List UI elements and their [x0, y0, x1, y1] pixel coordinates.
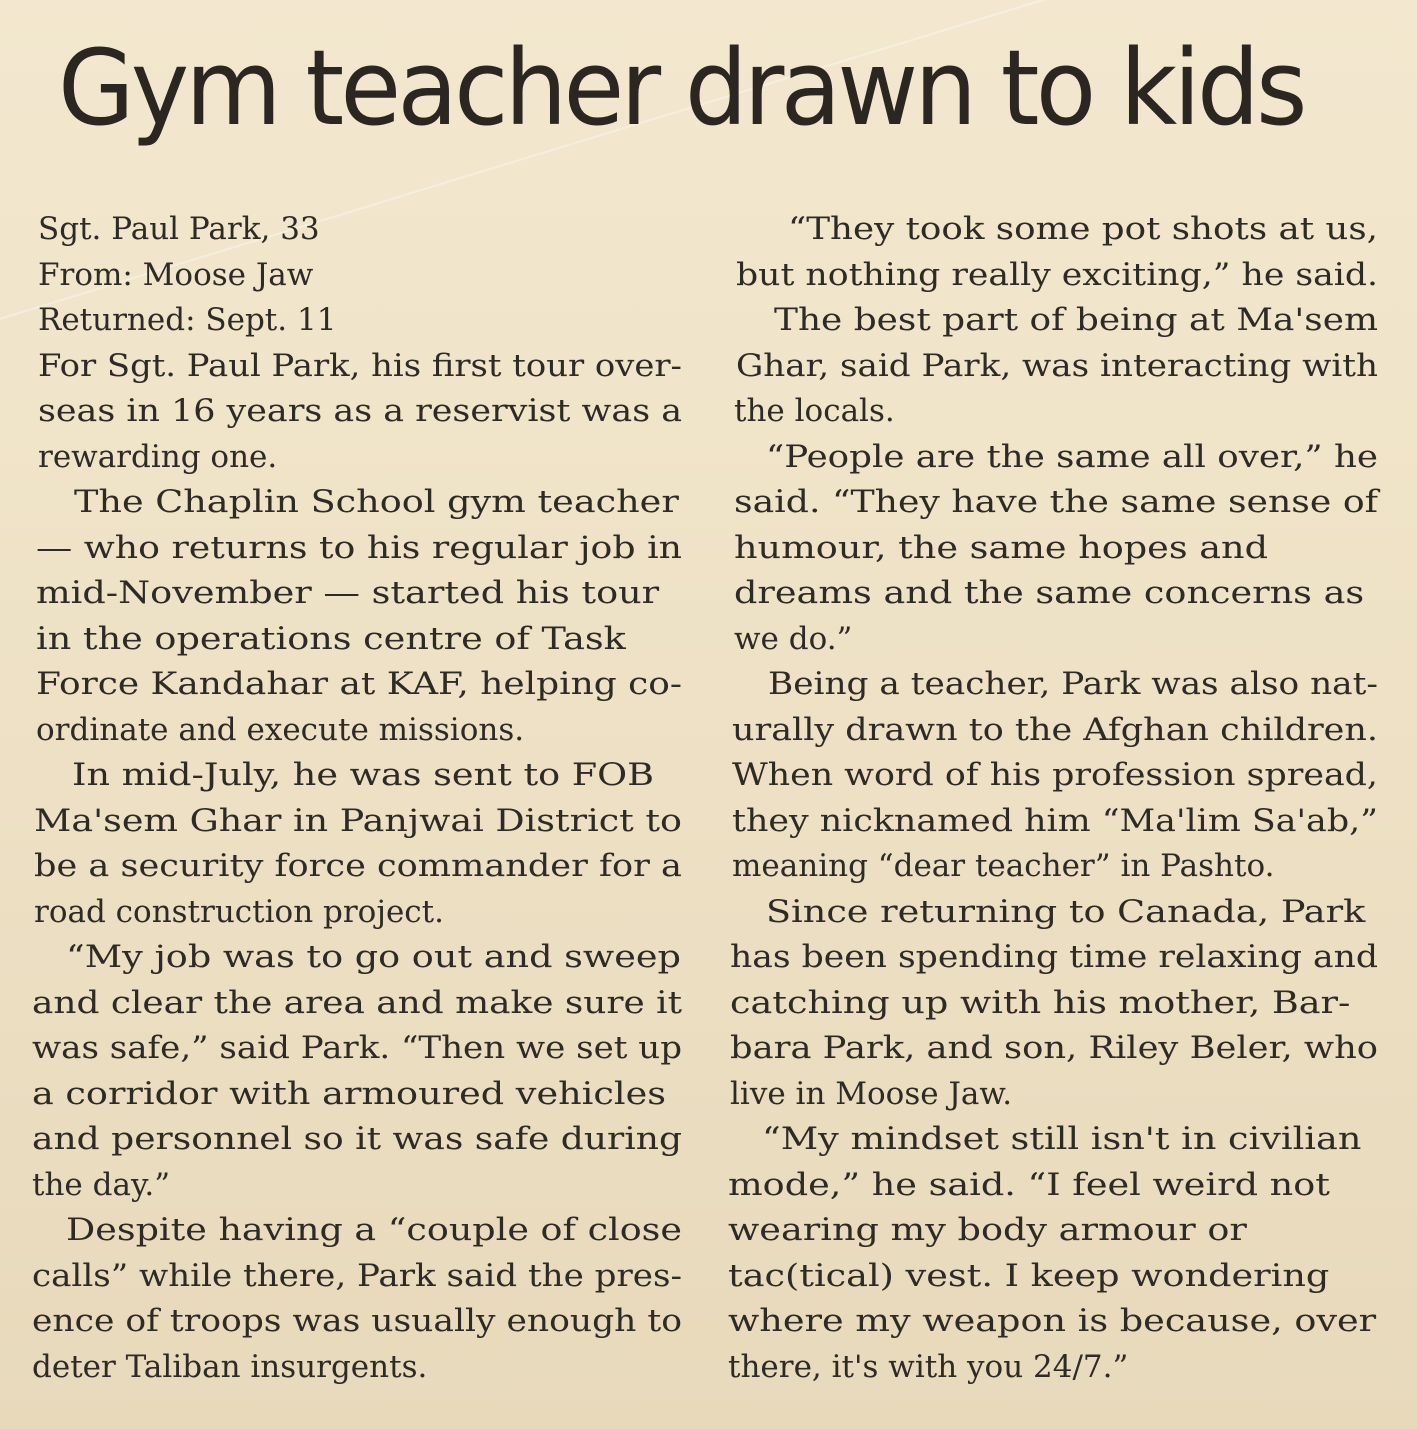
- text-line: In mid-July, he was sent to FOB: [72, 757, 655, 793]
- text-line: there, it's with you 24/7.”: [728, 1348, 1129, 1385]
- article-column-left: [32, 207, 682, 1390]
- text-line: “My job was to go out and sweep: [66, 939, 681, 975]
- text-line: they nicknamed him “Ma'lim Sa'ab,”: [732, 802, 1378, 839]
- text-line: where my weapon is because, over: [728, 1303, 1377, 1339]
- text-line: has been spending time relaxing and: [730, 939, 1378, 975]
- text-line: From: Moose Jaw: [38, 256, 314, 293]
- text-line: but nothing really exciting,” he said.: [736, 256, 1379, 293]
- text-line: For Sgt. Paul Park, his first tour over-: [38, 347, 682, 384]
- text-line: ordinate and execute missions.: [36, 711, 525, 748]
- headline: Gym teacher drawn to kids: [58, 27, 1304, 149]
- text-line: tac(tical) vest. I keep wondering: [728, 1257, 1330, 1294]
- text-line: Returned: Sept. 11: [38, 302, 337, 338]
- text-line: urally drawn to the Afghan children.: [732, 711, 1378, 748]
- text-line: we do.”: [734, 620, 853, 657]
- text-line: Sgt. Paul Park, 33: [38, 211, 320, 247]
- text-line: “People are the same all over,” he: [766, 438, 1379, 475]
- text-line: mode,” he said. “I feel weird not: [728, 1166, 1330, 1203]
- text-line: was safe,” said Park. “Then we set up: [32, 1030, 683, 1066]
- text-line: the day.”: [32, 1166, 171, 1203]
- text-line: live in Moose Jaw.: [730, 1075, 1013, 1112]
- text-line: and clear the area and make sure it: [32, 984, 683, 1021]
- text-line: The Chaplin School gym teacher: [74, 484, 679, 520]
- text-line: and personnel so it was safe during: [32, 1121, 683, 1157]
- text-line: “They took some pot shots at us,: [788, 211, 1378, 247]
- text-line: rewarding one.: [38, 438, 278, 475]
- text-line: seas in 16 years as a reservist was a: [38, 393, 682, 429]
- text-line: in the operations centre of Task: [36, 620, 626, 657]
- text-line: humour, the same hopes and: [734, 529, 1269, 566]
- text-line: calls” while there, Park said the pres-: [32, 1257, 682, 1294]
- text-line: Since returning to Canada, Park: [766, 893, 1366, 930]
- text-line: When word of his profession spread,: [732, 757, 1379, 793]
- text-line: bara Park, and son, Riley Beler, who: [730, 1030, 1379, 1066]
- text-line: catching up with his mother, Bar-: [730, 984, 1351, 1021]
- text-line: Despite having a “couple of close: [66, 1212, 682, 1248]
- text-line: The best part of being at Ma'sem: [774, 302, 1378, 338]
- text-line: “My mindset still isn't in civilian: [762, 1121, 1362, 1157]
- article-column-right: [728, 207, 1378, 1390]
- text-line: Ghar, said Park, was interacting with: [736, 347, 1379, 384]
- text-line: wearing my body armour or: [728, 1212, 1247, 1248]
- text-line: be a security force commander for a: [34, 848, 682, 884]
- text-line: — who returns to his regular job in: [36, 529, 683, 566]
- text-line: ence of troops was usually enough to: [32, 1303, 682, 1339]
- text-line: dreams and the same concerns as: [734, 575, 1365, 611]
- text-line: deter Taliban insurgents.: [32, 1348, 428, 1385]
- text-line: mid-November — started his tour: [36, 575, 660, 611]
- text-line: the locals.: [734, 393, 895, 429]
- text-line: meaning “dear teacher” in Pashto.: [732, 848, 1275, 884]
- text-line: Force Kandahar at KAF, helping co-: [36, 666, 683, 702]
- text-line: Ma'sem Ghar in Panjwai District to: [34, 802, 683, 839]
- text-line: a corridor with armoured vehicles: [32, 1075, 666, 1112]
- text-line: said. “They have the same sense of: [734, 484, 1379, 520]
- text-line: road construction project.: [34, 893, 444, 930]
- text-line: Being a teacher, Park was also nat-: [768, 666, 1378, 702]
